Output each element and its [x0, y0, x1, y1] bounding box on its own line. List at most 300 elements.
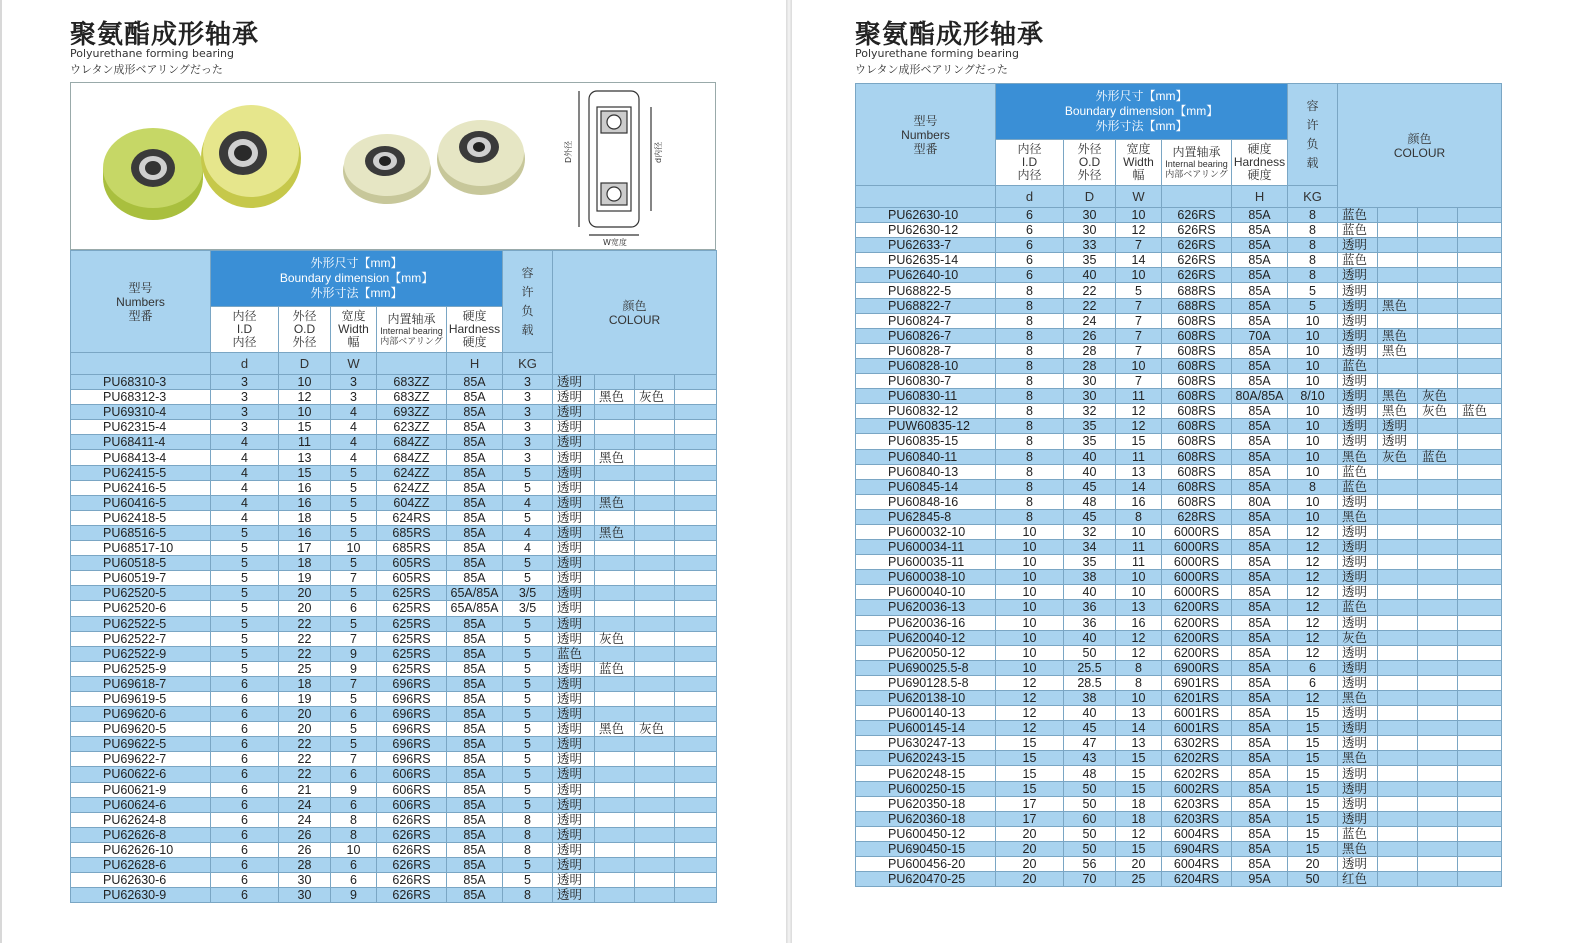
spec-cell: 45 — [1064, 721, 1116, 736]
spec-cell: 5 — [331, 480, 377, 495]
colour-cell — [1378, 630, 1418, 645]
colour-cell — [635, 873, 675, 888]
colour-cell — [1458, 268, 1502, 283]
colour-cell: 透明 — [553, 858, 595, 873]
spec-cell: 85A — [1232, 555, 1288, 570]
colour-cell — [1458, 419, 1502, 434]
spec-cell: 34 — [1064, 540, 1116, 555]
spec-cell: 85A — [447, 767, 503, 782]
spec-cell: 7 — [1116, 343, 1162, 358]
table-row — [71, 752, 717, 767]
spec-cell: 6200RS — [1162, 645, 1232, 660]
colour-cell — [1378, 208, 1418, 223]
spec-cell: 5 — [331, 691, 377, 706]
table-row — [856, 358, 1502, 373]
spec-cell: 3 — [503, 420, 553, 435]
spec-cell: 625RS — [377, 661, 447, 676]
table-row — [71, 767, 717, 782]
spec-cell: 6 — [331, 797, 377, 812]
spec-cell: 4 — [503, 541, 553, 556]
colour-cell — [635, 797, 675, 812]
symbol-KG: KG — [1288, 186, 1338, 208]
model-cell: PU630247-13 — [856, 736, 996, 751]
colour-cell — [1378, 811, 1418, 826]
table-row — [856, 540, 1502, 555]
spec-cell: 85A — [1232, 208, 1288, 223]
spec-cell: 36 — [1064, 600, 1116, 615]
colour-cell: 黑色 — [1378, 343, 1418, 358]
model-cell: PU62845-8 — [856, 509, 996, 524]
spec-cell: 8 — [1288, 223, 1338, 238]
table-row — [71, 525, 717, 540]
model-cell: PU620050-12 — [856, 645, 996, 660]
spec-cell: 7 — [331, 571, 377, 586]
colour-cell — [595, 737, 635, 752]
spec-cell: 85A — [1232, 343, 1288, 358]
spec-cell: 48 — [1064, 766, 1116, 781]
spec-cell: 3 — [503, 435, 553, 450]
colour-cell — [595, 842, 635, 857]
spec-cell: 604ZZ — [377, 495, 447, 510]
colour-cell: 灰色 — [1338, 630, 1378, 645]
colour-cell — [635, 556, 675, 571]
colour-cell — [1458, 343, 1502, 358]
spec-cell: 18 — [279, 556, 331, 571]
spec-cell: 6004RS — [1162, 826, 1232, 841]
spec-cell: 5 — [503, 722, 553, 737]
spec-cell: 10 — [1288, 464, 1338, 479]
spec-cell: 3 — [331, 390, 377, 405]
symbol-d: d — [211, 353, 279, 375]
colour-cell: 透明 — [1338, 298, 1378, 313]
spec-cell: 7 — [1116, 374, 1162, 389]
spec-cell: 8 — [996, 404, 1064, 419]
colour-cell — [675, 752, 717, 767]
spec-cell: 12 — [1288, 570, 1338, 585]
symbol-blank — [71, 353, 211, 375]
spec-cell: 6 — [331, 601, 377, 616]
model-cell: PU60624-6 — [71, 797, 211, 812]
spec-cell: 28 — [279, 858, 331, 873]
spec-cell: 38 — [1064, 691, 1116, 706]
spec-cell: 5 — [503, 858, 553, 873]
colour-cell: 透明 — [1338, 781, 1378, 796]
model-cell: PU60840-11 — [856, 449, 996, 464]
model-cell: PU60848-16 — [856, 494, 996, 509]
spec-cell: 11 — [1116, 540, 1162, 555]
model-cell: PU60832-12 — [856, 404, 996, 419]
table-row — [71, 586, 717, 601]
spec-cell: 626RS — [1162, 268, 1232, 283]
spec-cell: 5 — [503, 782, 553, 797]
colour-cell — [1458, 645, 1502, 660]
spec-cell: 12 — [1116, 826, 1162, 841]
spec-cell: 40 — [1064, 630, 1116, 645]
table-row — [856, 555, 1502, 570]
colour-cell — [595, 827, 635, 842]
model-cell: PU620040-12 — [856, 630, 996, 645]
table-row — [856, 404, 1502, 419]
spec-cell: 4 — [331, 450, 377, 465]
spec-cell: 5 — [503, 571, 553, 586]
cross-section-drawing — [579, 91, 651, 235]
spec-cell: 70A — [1232, 328, 1288, 343]
table-row — [71, 646, 717, 661]
colour-cell: 灰色 — [595, 631, 635, 646]
colour-cell — [1418, 736, 1458, 751]
width-header: 宽度 Width 幅 — [1116, 140, 1162, 186]
spec-cell: 8 — [503, 812, 553, 827]
spec-cell: 85A — [1232, 358, 1288, 373]
right-title-jp: ウレタン成形ベアリングだった — [855, 63, 1008, 76]
spec-cell: 85A — [1232, 283, 1288, 298]
spec-cell: 85A — [1232, 570, 1288, 585]
spec-cell: 35 — [1064, 555, 1116, 570]
spec-cell: 85A — [1232, 766, 1288, 781]
spec-cell: 35 — [1064, 419, 1116, 434]
colour-cell — [675, 480, 717, 495]
colour-cell — [1378, 268, 1418, 283]
colour-cell: 灰色 — [635, 722, 675, 737]
colour-cell — [595, 676, 635, 691]
model-cell: PU62525-9 — [71, 661, 211, 676]
colour-cell — [1378, 660, 1418, 675]
colour-cell: 黑色 — [1338, 691, 1378, 706]
colour-cell: 透明 — [553, 767, 595, 782]
spec-cell: 18 — [279, 510, 331, 525]
spec-cell: 4 — [211, 495, 279, 510]
table-row — [856, 706, 1502, 721]
spec-cell: 6 — [1288, 675, 1338, 690]
colour-cell — [1458, 449, 1502, 464]
colour-cell: 蓝色 — [553, 646, 595, 661]
spec-cell: 10 — [1288, 494, 1338, 509]
colour-cell — [1418, 313, 1458, 328]
colour-cell: 蓝色 — [1338, 253, 1378, 268]
spec-cell: 8 — [996, 434, 1064, 449]
colour-cell: 透明 — [553, 375, 595, 390]
colour-cell — [1458, 615, 1502, 630]
spec-cell: 5 — [211, 631, 279, 646]
spec-cell: 608RS — [1162, 434, 1232, 449]
colour-cell — [1418, 570, 1458, 585]
colour-cell — [1418, 555, 1458, 570]
spec-cell: 8 — [1116, 509, 1162, 524]
spec-cell: 22 — [279, 767, 331, 782]
spec-cell: 6200RS — [1162, 600, 1232, 615]
model-cell: PU60840-13 — [856, 464, 996, 479]
colour-cell: 透明 — [553, 541, 595, 556]
spec-cell: 85A — [1232, 464, 1288, 479]
spec-cell: 5 — [331, 510, 377, 525]
model-cell: PU60416-5 — [71, 495, 211, 510]
spec-cell: 20 — [996, 841, 1064, 856]
colour-cell — [675, 858, 717, 873]
spec-cell: 85A — [1232, 449, 1288, 464]
colour-cell — [675, 465, 717, 480]
colour-cell: 透明 — [553, 722, 595, 737]
right-title-zh: 聚氨酯成形轴承 — [855, 20, 1045, 50]
symbol-H: H — [1232, 186, 1288, 208]
table-row — [71, 676, 717, 691]
colour-cell — [1458, 328, 1502, 343]
spec-cell: 85A — [1232, 524, 1288, 539]
spec-cell: 45 — [1064, 479, 1116, 494]
colour-cell — [635, 420, 675, 435]
model-cell: PU62628-6 — [71, 858, 211, 873]
model-cell: PU68411-4 — [71, 435, 211, 450]
colour-cell — [595, 586, 635, 601]
spec-cell: 85A — [447, 450, 503, 465]
spec-cell: 47 — [1064, 736, 1116, 751]
table-row — [856, 796, 1502, 811]
colour-cell: 灰色 — [1378, 449, 1418, 464]
colour-cell: 黑色 — [595, 450, 635, 465]
spec-cell: 13 — [279, 450, 331, 465]
spec-cell: 8 — [996, 389, 1064, 404]
model-cell: PU600038-10 — [856, 570, 996, 585]
colour-cell — [1418, 374, 1458, 389]
colour-cell — [635, 676, 675, 691]
spec-cell: 5 — [331, 737, 377, 752]
spec-cell: 15 — [1288, 736, 1338, 751]
spec-cell: 28 — [1064, 343, 1116, 358]
spec-cell: 85A — [1232, 253, 1288, 268]
spec-cell: 85A — [1232, 721, 1288, 736]
model-cell: PU68516-5 — [71, 525, 211, 540]
colour-cell: 透明 — [1338, 283, 1378, 298]
spec-cell: 605RS — [377, 556, 447, 571]
spec-cell: 14 — [1116, 253, 1162, 268]
colour-cell — [675, 571, 717, 586]
spec-cell: 696RS — [377, 691, 447, 706]
spec-cell: 10 — [996, 570, 1064, 585]
spec-cell: 85A — [1232, 841, 1288, 856]
spec-cell: 608RS — [1162, 479, 1232, 494]
table-row — [71, 873, 717, 888]
colour-cell — [1378, 691, 1418, 706]
spec-cell: 10 — [1288, 449, 1338, 464]
colour-cell — [1418, 585, 1458, 600]
spec-cell: 24 — [1064, 313, 1116, 328]
colour-cell — [1378, 223, 1418, 238]
colour-cell — [635, 525, 675, 540]
spec-cell: 9 — [331, 661, 377, 676]
spec-cell: 608RS — [1162, 389, 1232, 404]
spec-cell: 3 — [331, 375, 377, 390]
spec-cell: 8 — [996, 358, 1064, 373]
spec-cell: 6302RS — [1162, 736, 1232, 751]
colour-cell — [635, 661, 675, 676]
colour-cell — [1418, 766, 1458, 781]
colour-cell — [675, 722, 717, 737]
spec-cell: 85A — [447, 631, 503, 646]
model-cell: PUW60835-12 — [856, 419, 996, 434]
colour-cell — [635, 752, 675, 767]
colour-cell — [595, 858, 635, 873]
spec-cell: 10 — [996, 555, 1064, 570]
spec-cell: 5 — [503, 465, 553, 480]
left-spec-table — [70, 250, 717, 903]
colour-cell — [1458, 781, 1502, 796]
spec-cell: 15 — [996, 766, 1064, 781]
colour-cell: 透明 — [553, 510, 595, 525]
spec-cell: 12 — [1116, 645, 1162, 660]
spec-cell: 85A — [1232, 374, 1288, 389]
colour-cell — [635, 375, 675, 390]
model-cell: PU62522-7 — [71, 631, 211, 646]
model-cell: PU62522-5 — [71, 616, 211, 631]
model-cell: PU60519-7 — [71, 571, 211, 586]
spec-cell: 11 — [1116, 449, 1162, 464]
table-row — [856, 434, 1502, 449]
model-cell: PU68312-3 — [71, 390, 211, 405]
table-row — [71, 722, 717, 737]
model-cell: PU60830-11 — [856, 389, 996, 404]
model-cell: PU62626-8 — [71, 827, 211, 842]
table-row — [856, 766, 1502, 781]
symbol-D: D — [279, 353, 331, 375]
colour-cell — [595, 405, 635, 420]
colour-cell: 蓝色 — [1338, 826, 1378, 841]
table-row — [71, 707, 717, 722]
colour-cell: 透明 — [553, 888, 595, 903]
colour-cell — [1378, 796, 1418, 811]
spec-cell: 20 — [279, 586, 331, 601]
spec-cell: 7 — [1116, 298, 1162, 313]
colour-cell — [675, 661, 717, 676]
colour-cell: 透明 — [1338, 706, 1378, 721]
colour-cell — [595, 435, 635, 450]
colour-cell: 透明 — [1378, 419, 1418, 434]
colour-cell: 透明 — [553, 737, 595, 752]
id-header: 内径 I.D 内径 — [211, 307, 279, 353]
colour-cell: 透明 — [1338, 419, 1378, 434]
spec-cell: 40 — [1064, 585, 1116, 600]
spec-cell: 6 — [211, 858, 279, 873]
spec-cell: 693ZZ — [377, 405, 447, 420]
spec-cell: 6002RS — [1162, 781, 1232, 796]
spec-cell: 38 — [1064, 570, 1116, 585]
spec-cell: 10 — [1116, 524, 1162, 539]
colour-cell: 透明 — [1338, 343, 1378, 358]
colour-cell — [1418, 660, 1458, 675]
colour-cell: 蓝色 — [595, 661, 635, 676]
spec-cell: 13 — [1116, 464, 1162, 479]
spec-cell: 6 — [211, 752, 279, 767]
table-row — [856, 645, 1502, 660]
colour-cell — [595, 888, 635, 903]
pale-wheel-image-2 — [437, 120, 525, 195]
spec-cell: 85A — [447, 480, 503, 495]
od-label: D外径 — [564, 140, 573, 163]
spec-cell: 48 — [1064, 494, 1116, 509]
model-cell: PU60824-7 — [856, 313, 996, 328]
colour-cell — [595, 420, 635, 435]
spec-cell: 35 — [1064, 253, 1116, 268]
colour-cell: 透明 — [553, 435, 595, 450]
spec-cell: 7 — [1116, 238, 1162, 253]
colour-cell — [1418, 358, 1458, 373]
spec-cell: 10 — [1288, 358, 1338, 373]
colour-cell — [675, 827, 717, 842]
spec-cell: 10 — [331, 541, 377, 556]
spec-cell: 6000RS — [1162, 540, 1232, 555]
spec-cell: 85A — [1232, 811, 1288, 826]
colour-cell — [635, 405, 675, 420]
spec-cell: 7 — [331, 631, 377, 646]
spec-cell: 15 — [996, 781, 1064, 796]
model-cell: PU62520-6 — [71, 601, 211, 616]
spec-cell: 33 — [1064, 238, 1116, 253]
model-cell: PU600145-14 — [856, 721, 996, 736]
model-cell: PU620248-15 — [856, 766, 996, 781]
hardness-header: 硬度 Hardness 硬度 — [1232, 140, 1288, 186]
colour-cell: 透明 — [553, 707, 595, 722]
model-cell: PU690450-15 — [856, 841, 996, 856]
spec-cell: 85A — [1232, 404, 1288, 419]
spec-cell: 608RS — [1162, 404, 1232, 419]
colour-cell — [635, 571, 675, 586]
spec-cell: 5 — [211, 601, 279, 616]
colour-cell — [635, 480, 675, 495]
spec-cell: 65A/85A — [447, 601, 503, 616]
spec-cell: 15 — [1116, 434, 1162, 449]
spec-cell: 5 — [211, 571, 279, 586]
colour-cell — [595, 375, 635, 390]
colour-cell — [1378, 464, 1418, 479]
spec-cell: 5 — [1288, 283, 1338, 298]
model-cell: PU600450-12 — [856, 826, 996, 841]
product-image-panel — [70, 82, 716, 250]
table-row — [71, 601, 717, 616]
spec-cell: 16 — [279, 525, 331, 540]
colour-cell — [1378, 313, 1418, 328]
spec-cell: 8 — [996, 509, 1064, 524]
symbol-W: W — [331, 353, 377, 375]
colour-cell — [1458, 238, 1502, 253]
spec-cell: 5 — [1288, 298, 1338, 313]
colour-cell — [1458, 857, 1502, 872]
spec-cell: 684ZZ — [377, 450, 447, 465]
table-row — [856, 660, 1502, 675]
model-cell: PU69620-6 — [71, 707, 211, 722]
spec-cell: 15 — [279, 465, 331, 480]
spec-cell: 688RS — [1162, 298, 1232, 313]
spec-cell: 40 — [1064, 464, 1116, 479]
spec-cell: 85A — [447, 827, 503, 842]
spec-cell: 8 — [1288, 208, 1338, 223]
left-title-jp: ウレタン成形ベアリングだった — [70, 63, 223, 76]
load-header: 容许负载 — [503, 251, 553, 353]
spec-cell: 3/5 — [503, 586, 553, 601]
spec-cell: 683ZZ — [377, 375, 447, 390]
spec-cell: 8 — [1288, 253, 1338, 268]
spec-cell: 4 — [211, 510, 279, 525]
colour-cell — [1418, 630, 1458, 645]
colour-cell — [1378, 736, 1418, 751]
colour-cell: 黑色 — [595, 390, 635, 405]
colour-cell — [1378, 494, 1418, 509]
spec-cell: 10 — [996, 615, 1064, 630]
symbol-bearing — [1162, 186, 1232, 208]
colour-cell — [1418, 645, 1458, 660]
colour-cell: 透明 — [553, 752, 595, 767]
spec-cell: 56 — [1064, 857, 1116, 872]
symbol-bearing — [377, 353, 447, 375]
spec-cell: 626RS — [1162, 223, 1232, 238]
colour-cell: 黑色 — [1378, 328, 1418, 343]
